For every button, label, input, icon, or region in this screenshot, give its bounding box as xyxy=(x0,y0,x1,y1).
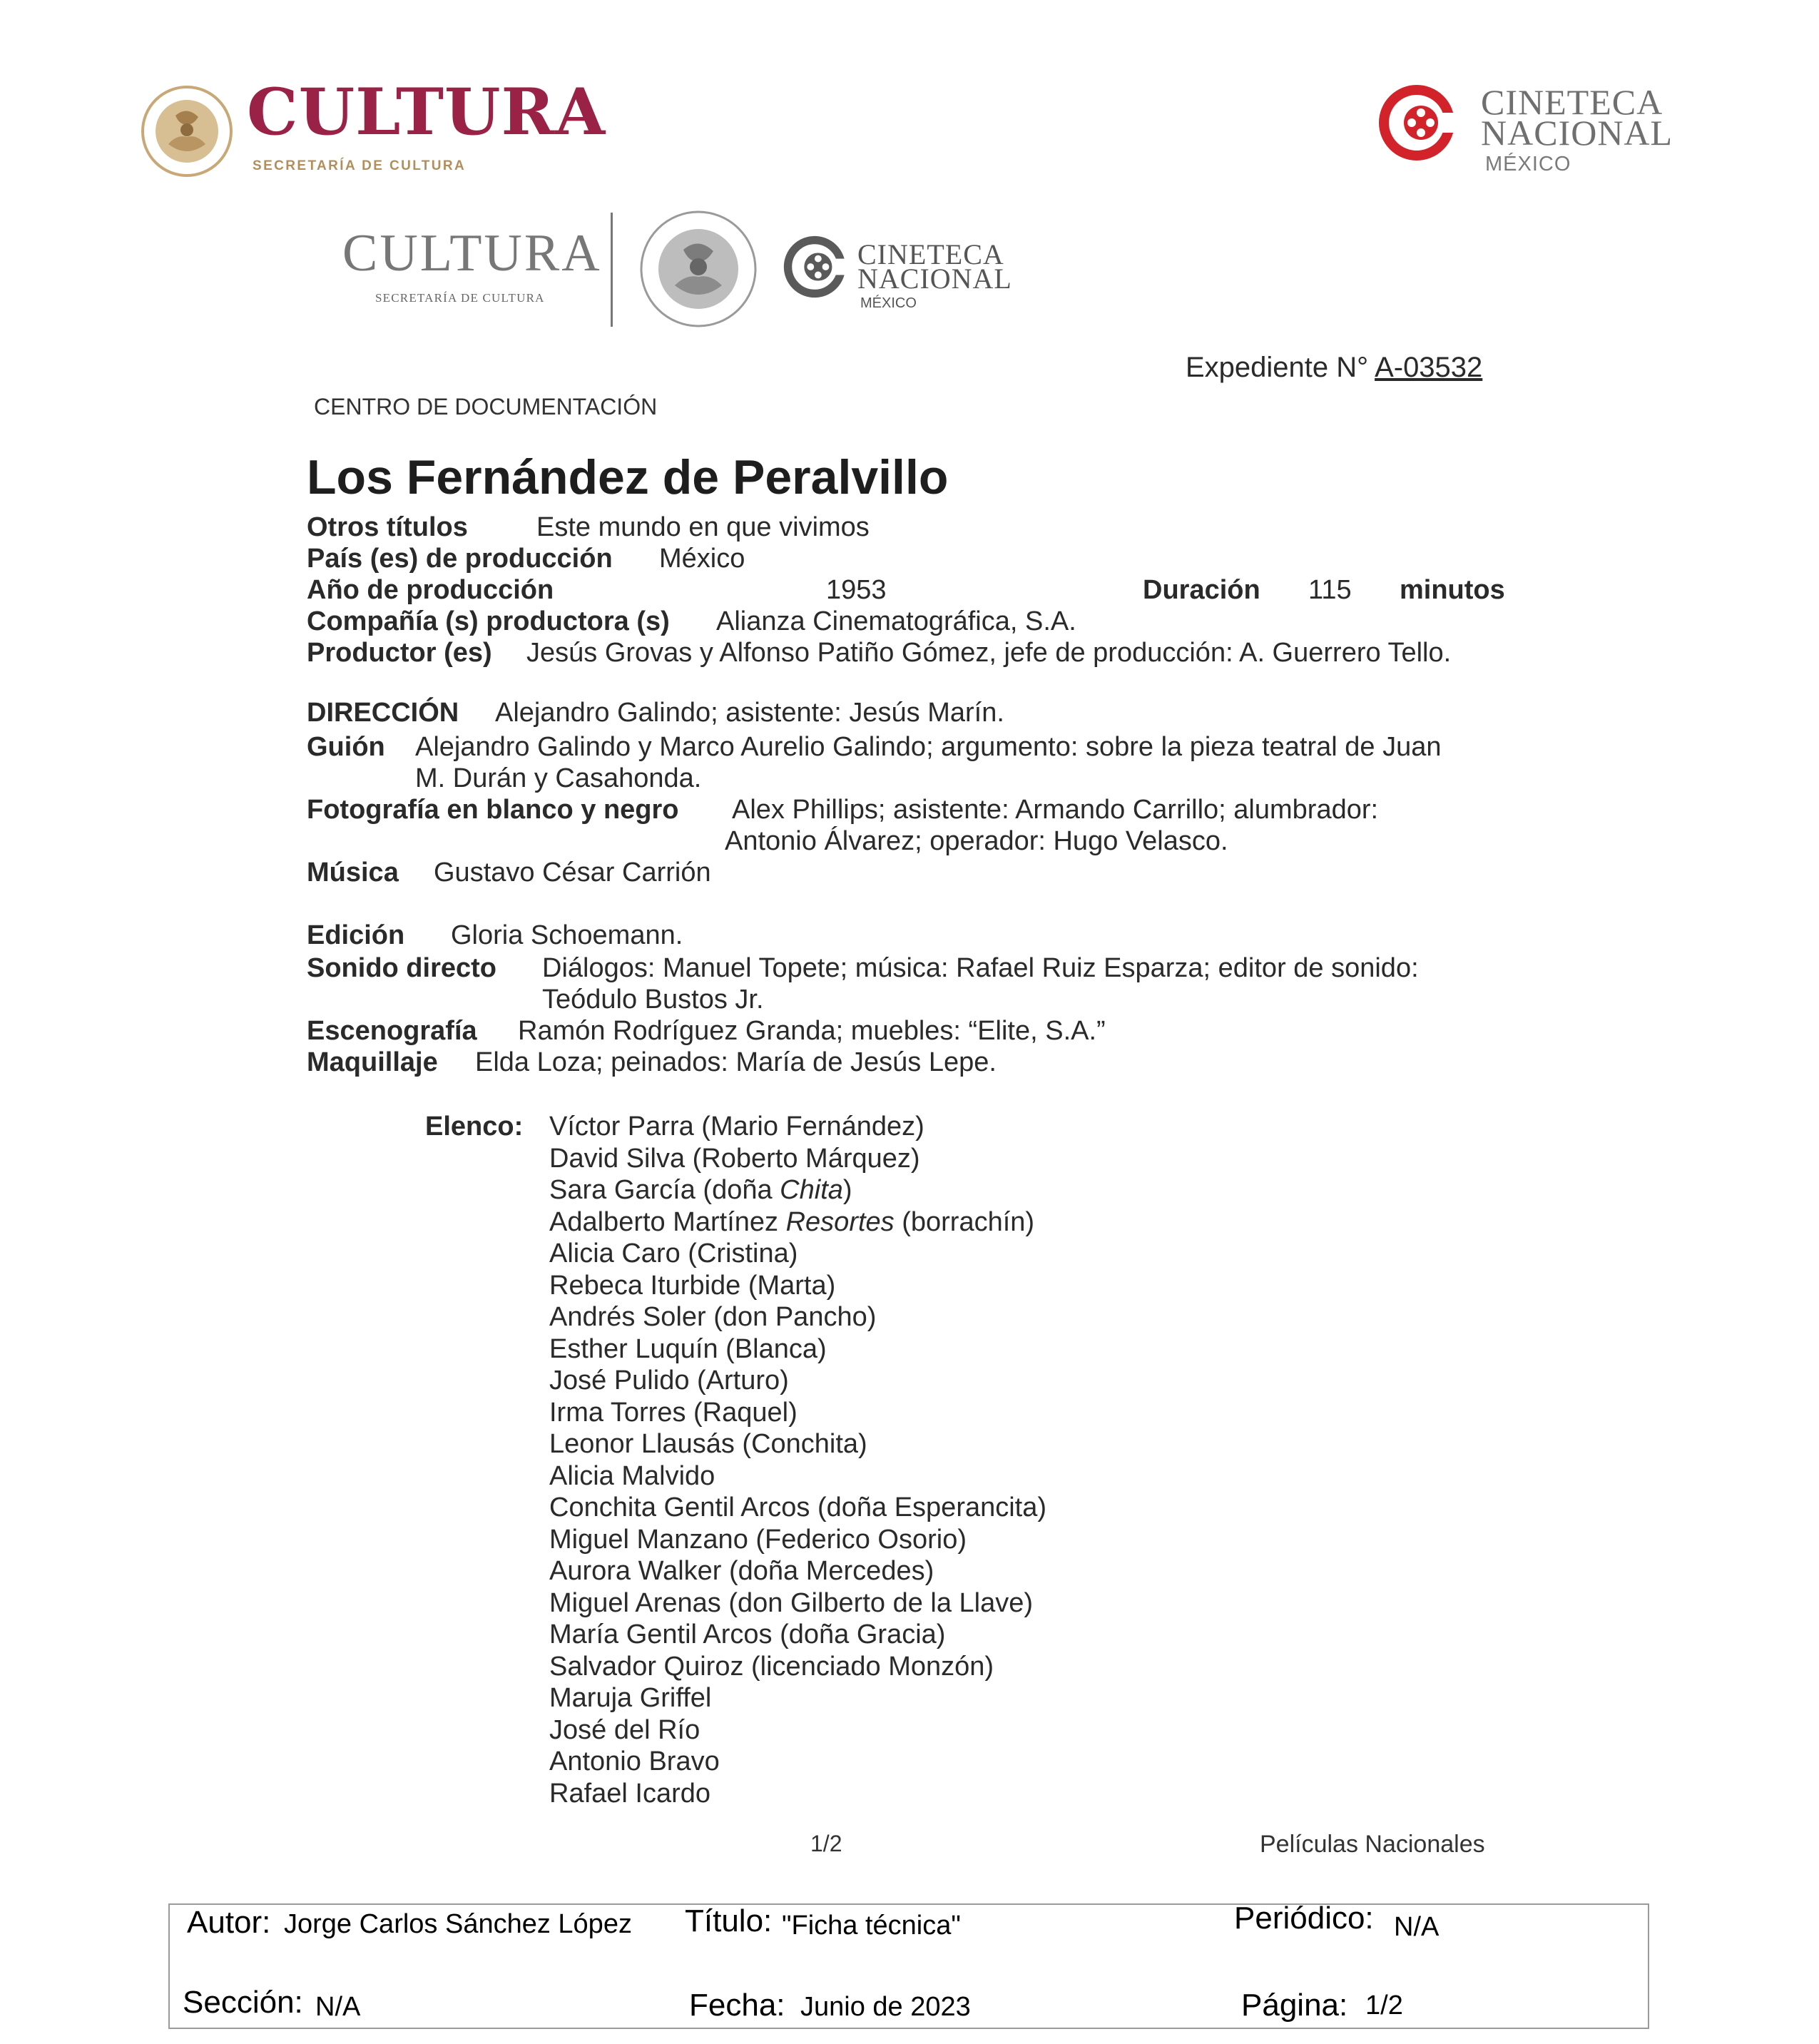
sonido-label: Sonido directo xyxy=(307,953,496,983)
autor-value: Jorge Carlos Sánchez López xyxy=(284,1909,632,1939)
compania-value: Alianza Cinematográfica, S.A. xyxy=(716,606,1076,636)
fotografia-label: Fotografía en blanco y negro xyxy=(307,795,679,825)
otros-titulos-value: Este mundo en que vivimos xyxy=(536,512,870,542)
cast-text: Maruja Griffel xyxy=(549,1683,712,1713)
productor-value: Jesús Grovas y Alfonso Patiño Gómez, jefe de producción: A. Guerrero Tello. xyxy=(526,638,1452,668)
musica-value: Gustavo César Carrión xyxy=(434,858,711,888)
cast-member xyxy=(549,1399,798,1426)
sonido-line2: Teódulo Bustos Jr. xyxy=(542,985,764,1015)
cast-member xyxy=(549,1272,835,1299)
pais-value: México xyxy=(659,544,745,574)
letterhead-cultura-subtitle: SECRETARÍA DE CULTURA xyxy=(375,291,545,305)
letterhead-cineteca-icon xyxy=(783,235,846,298)
expediente xyxy=(1186,351,1482,384)
cast-member xyxy=(549,1113,924,1140)
cast-text: María Gentil Arcos (doña Gracia) xyxy=(549,1620,946,1649)
guion-line1: Alejandro Galindo y Marco Aurelio Galindo; argumento: sobre la pieza teatral de Juan xyxy=(415,732,1442,762)
cast-text: (borrachín) xyxy=(894,1206,1035,1237)
musica-label: Música xyxy=(307,858,399,888)
letterhead-cineteca-name xyxy=(857,238,1012,295)
cast-member xyxy=(549,1748,720,1775)
page-number: 1/2 xyxy=(810,1831,842,1856)
cultura-logo-subtitle: SECRETARÍA DE CULTURA xyxy=(253,158,467,173)
compania-label: Compañía (s) productora (s) xyxy=(307,606,670,636)
duracion-value: 115 xyxy=(1308,575,1352,605)
cast-text: ) xyxy=(842,1175,852,1205)
cast-text: Aurora Walker (doña Mercedes) xyxy=(549,1556,934,1586)
edicion-value: Gloria Schoemann. xyxy=(451,920,683,950)
direccion-label: DIRECCIÓN xyxy=(307,698,459,728)
cast-text: José del Río xyxy=(549,1714,700,1745)
department: CENTRO DE DOCUMENTACIÓN xyxy=(314,394,658,420)
letterhead-cineteca-line1: CINETECA xyxy=(857,238,1004,270)
cast-member xyxy=(549,1621,945,1648)
direccion-value: Alejandro Galindo; asistente: Jesús Marín. xyxy=(495,698,1004,728)
anio-value: 1953 xyxy=(826,575,887,605)
cast-member xyxy=(549,1684,711,1712)
cast-member xyxy=(549,1526,967,1553)
cast-nickname: Resortes xyxy=(785,1206,895,1237)
cast-nickname: Chita xyxy=(780,1175,843,1205)
cast-text: José Pulido (Arturo) xyxy=(549,1366,789,1395)
cast-text: Conchita Gentil Arcos (doña Esperancita) xyxy=(549,1493,1047,1522)
periodico-label: Periódico: xyxy=(1234,1901,1374,1936)
cast-text: Alicia Caro (Cristina) xyxy=(549,1239,798,1268)
collection-label: Películas Nacionales xyxy=(1260,1831,1485,1858)
cast-member xyxy=(549,1557,934,1585)
pagina-label: Página: xyxy=(1241,1988,1348,2023)
cast-text: Rebeca Iturbide (Marta) xyxy=(549,1270,836,1301)
escenografia-value: Ramón Rodríguez Granda; muebles: “Elite, S.A.” xyxy=(518,1016,1106,1046)
cineteca-logo-name xyxy=(1481,82,1673,153)
pagina-value: 1/2 xyxy=(1365,1990,1403,2020)
cast-member xyxy=(549,1714,700,1745)
cineteca-country: MÉXICO xyxy=(1485,153,1571,176)
cineteca-logo-icon xyxy=(1378,84,1455,161)
cast-member xyxy=(549,1460,715,1491)
edicion-label: Edición xyxy=(307,920,405,950)
cast-text: David Silva (Roberto Márquez) xyxy=(549,1143,920,1174)
escenografia-label: Escenografía xyxy=(307,1016,477,1046)
cast-member xyxy=(549,1367,789,1394)
cast-member xyxy=(549,1587,1034,1618)
duracion-unit: minutos xyxy=(1400,575,1505,605)
letterhead-seal-icon xyxy=(638,208,759,330)
letterhead-cineteca-line2: NACIONAL xyxy=(857,263,1012,295)
cast-member xyxy=(549,1303,876,1331)
cast-text: Alicia Malvido xyxy=(549,1460,715,1491)
cast-text: Salvador Quiroz (licenciado Monzón) xyxy=(549,1651,994,1682)
cast-text: Miguel Arenas (don Gilberto de la Llave) xyxy=(549,1587,1034,1618)
cast-text: Víctor Parra (Mario Fernández) xyxy=(549,1112,924,1142)
film-title: Los Fernández de Peralvillo xyxy=(307,450,949,504)
expediente-number: A-03532 xyxy=(1375,352,1483,383)
guion-label: Guión xyxy=(307,732,385,762)
cast-member xyxy=(549,1653,994,1680)
maquillaje-value: Elda Loza; peinados: María de Jesús Lepe. xyxy=(475,1047,997,1077)
titulo-value: "Ficha técnica" xyxy=(782,1911,961,1941)
cast-member xyxy=(549,1145,920,1172)
cineteca-line1: CINETECA xyxy=(1481,82,1663,122)
guion-line2: M. Durán y Casahonda. xyxy=(415,763,702,793)
expediente-label: Expediente N° xyxy=(1186,352,1369,383)
elenco-label: Elenco: xyxy=(425,1112,524,1142)
fotografia-line2: Antonio Álvarez; operador: Hugo Velasco. xyxy=(725,826,1228,856)
fotografia-line1: Alex Phillips; asistente: Armando Carrillo; alumbrador: xyxy=(732,795,1379,825)
cast-text: Andrés Soler (don Pancho) xyxy=(549,1302,877,1332)
cast-text: Miguel Manzano (Federico Osorio) xyxy=(549,1524,967,1555)
letterhead-divider xyxy=(611,213,613,327)
cast-member xyxy=(549,1430,867,1458)
cast-text: Esther Luquín (Blanca) xyxy=(549,1333,827,1364)
mexican-seal-icon xyxy=(140,84,234,178)
cast-member xyxy=(549,1780,710,1807)
titulo-label: Título: xyxy=(685,1903,773,1938)
cast-text: Antonio Bravo xyxy=(549,1746,720,1776)
seccion-label: Sección: xyxy=(183,1985,303,2020)
cast-member xyxy=(549,1176,852,1204)
cast-text: Rafael Icardo xyxy=(549,1778,711,1809)
cast-text: Adalberto Martínez xyxy=(549,1206,786,1237)
maquillaje-label: Maquillaje xyxy=(307,1047,438,1077)
pais-label: País (es) de producción xyxy=(307,544,613,574)
anio-label: Año de producción xyxy=(307,575,554,605)
letterhead-cultura-title: CULTURA xyxy=(342,224,602,283)
cast-member xyxy=(549,1333,827,1364)
cast-member xyxy=(549,1206,1035,1237)
otros-titulos-label: Otros títulos xyxy=(307,512,468,542)
cineteca-line2: NACIONAL xyxy=(1481,113,1673,153)
cast-text: Sara García (doña xyxy=(549,1175,780,1205)
autor-label: Autor: xyxy=(187,1905,271,1940)
cast-text: Leonor Llausás (Conchita) xyxy=(549,1429,867,1459)
periodico-value: N/A xyxy=(1394,1912,1440,1942)
fecha-value: Junio de 2023 xyxy=(800,1992,971,2022)
seccion-value: N/A xyxy=(315,1992,361,2022)
cast-member xyxy=(549,1494,1046,1521)
cast-text: Irma Torres (Raquel) xyxy=(549,1397,798,1428)
fecha-label: Fecha: xyxy=(689,1988,785,2023)
sonido-line1: Diálogos: Manuel Topete; música: Rafael Ruiz Esparza; editor de sonido: xyxy=(542,953,1419,983)
duracion-label: Duración xyxy=(1143,575,1260,605)
letterhead-cineteca-country: MÉXICO xyxy=(860,295,917,311)
productor-label: Productor (es) xyxy=(307,638,492,668)
cultura-logo-title: CULTURA xyxy=(247,74,606,150)
cast-member xyxy=(549,1240,798,1267)
